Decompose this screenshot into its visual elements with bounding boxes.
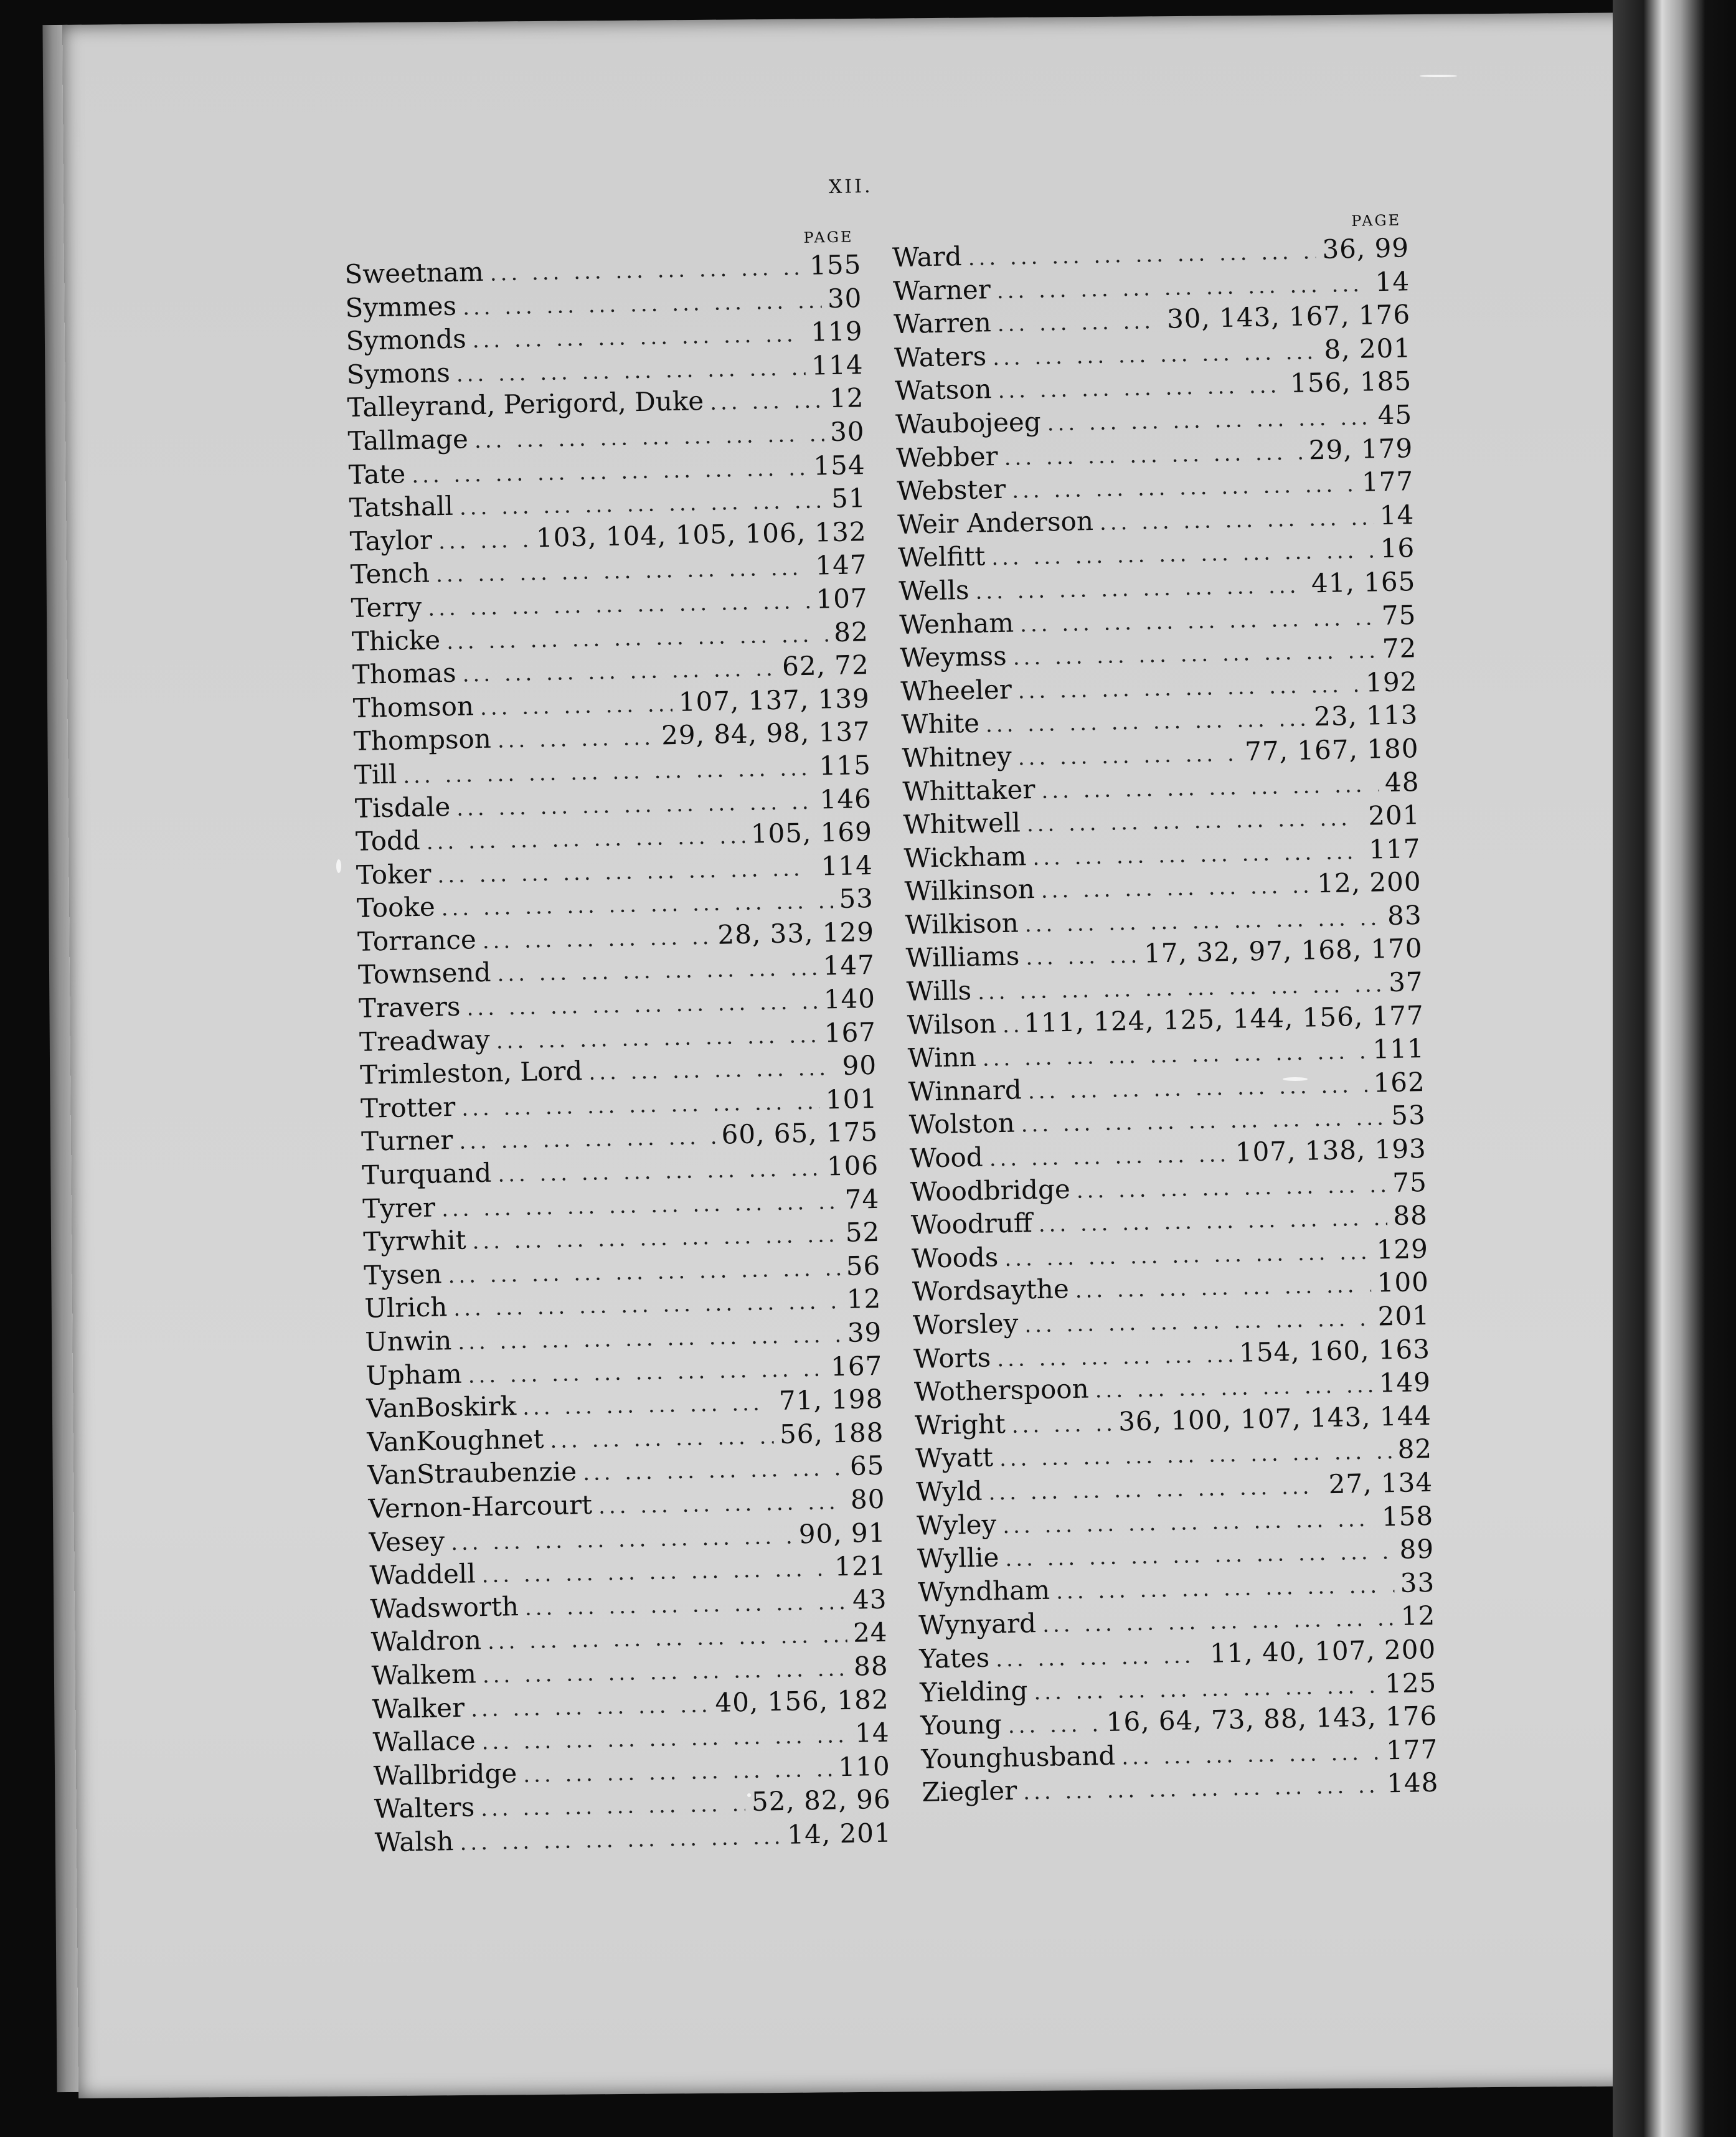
entry-name: Welfitt bbox=[897, 540, 986, 573]
entry-pages: 43 bbox=[852, 1583, 887, 1615]
entry-name: Watson bbox=[894, 374, 993, 407]
entry-name: Toker bbox=[356, 858, 432, 890]
entry-name: Sweetnam bbox=[344, 256, 484, 290]
entry-name: Todd bbox=[355, 824, 421, 857]
entry-name: Walkem bbox=[371, 1658, 477, 1691]
entry-name: Trimleston, Lord bbox=[359, 1055, 583, 1091]
entry-pages: 14 bbox=[1375, 265, 1410, 297]
entry-name: Tooke bbox=[356, 891, 436, 924]
entry-name: Thompson bbox=[353, 723, 492, 757]
entry-pages: 167 bbox=[824, 1016, 877, 1049]
entry-name: Unwin bbox=[364, 1325, 452, 1357]
dot-leader bbox=[1011, 1408, 1112, 1443]
dot-leader bbox=[522, 1387, 773, 1425]
entry-name: Tysen bbox=[363, 1258, 443, 1291]
entry-pages: 156, 185 bbox=[1290, 366, 1412, 399]
entry-pages: 74 bbox=[844, 1183, 880, 1215]
entry-pages: 75 bbox=[1392, 1166, 1428, 1198]
entry-pages: 29, 84, 98, 137 bbox=[661, 716, 871, 751]
dot-leader bbox=[497, 722, 655, 758]
entry-pages: 12, 200 bbox=[1316, 866, 1422, 899]
entry-name: Thomson bbox=[352, 690, 474, 724]
dot-leader bbox=[471, 1689, 709, 1727]
entry-name: Wills bbox=[906, 975, 972, 1007]
entry-pages: 27, 134 bbox=[1328, 1466, 1433, 1500]
entry-pages: 52, 82, 96 bbox=[751, 1783, 892, 1818]
entry-pages: 36, 99 bbox=[1321, 232, 1410, 265]
dot-leader bbox=[1007, 1708, 1100, 1743]
entry-pages: 121 bbox=[834, 1550, 887, 1582]
entry-name: Wilkison bbox=[905, 907, 1019, 940]
dot-leader bbox=[1002, 1009, 1018, 1042]
dot-leader bbox=[588, 1052, 836, 1090]
entry-name: Talleyrand, Perigord, Duke bbox=[347, 385, 704, 423]
entry-pages: 8, 201 bbox=[1324, 332, 1412, 365]
entry-name: Upham bbox=[365, 1358, 463, 1391]
entry-pages: 14 bbox=[1379, 499, 1415, 531]
entry-name: White bbox=[901, 707, 980, 740]
entry-pages: 129 bbox=[1376, 1233, 1429, 1265]
entry-pages: 154 bbox=[813, 449, 866, 481]
entry-name: Tatshall bbox=[349, 490, 454, 524]
entry-name: Symons bbox=[346, 357, 451, 390]
entry-pages: 90 bbox=[842, 1050, 877, 1082]
entry-name: VanKoughnet bbox=[367, 1423, 544, 1458]
entry-pages: 106 bbox=[826, 1149, 879, 1182]
entry-name: Warner bbox=[892, 273, 991, 306]
entry-pages: 30 bbox=[827, 282, 862, 314]
entry-name: Williams bbox=[905, 940, 1020, 974]
entry-name: Tisdale bbox=[354, 791, 451, 824]
dot-leader bbox=[710, 385, 824, 420]
entry-name: Trotter bbox=[360, 1091, 456, 1124]
dot-leader bbox=[497, 952, 817, 991]
entry-pages: 82 bbox=[1397, 1433, 1433, 1465]
entry-name: Wadsworth bbox=[370, 1590, 519, 1625]
entry-pages: 56 bbox=[846, 1250, 881, 1281]
entry-name: Symmes bbox=[345, 290, 457, 323]
entry-name: Wyatt bbox=[915, 1441, 994, 1474]
entry-pages: 105, 169 bbox=[750, 816, 873, 849]
entry-name: Wheeler bbox=[900, 674, 1012, 707]
entry-pages: 65 bbox=[849, 1450, 885, 1482]
entry-name: Whitwell bbox=[903, 807, 1021, 841]
entry-pages: 51 bbox=[831, 483, 867, 514]
entry-pages: 88 bbox=[853, 1650, 889, 1682]
entry-name: Thomas bbox=[352, 657, 457, 691]
entry-name: Wright bbox=[914, 1408, 1006, 1441]
entry-name: Yates bbox=[918, 1642, 990, 1674]
entry-pages: 37 bbox=[1388, 966, 1424, 998]
dot-leader bbox=[550, 1420, 774, 1458]
entry-pages: 111, 124, 125, 144, 156, 177 bbox=[1023, 999, 1425, 1038]
entry-name: VanStraubenzie bbox=[367, 1456, 577, 1491]
entry-name: Walker bbox=[372, 1692, 465, 1725]
dot-leader bbox=[438, 524, 531, 559]
entry-pages: 12 bbox=[829, 382, 864, 414]
dot-leader bbox=[489, 252, 804, 291]
dot-leader bbox=[1004, 436, 1303, 475]
entry-name: Wotherspoon bbox=[913, 1373, 1090, 1408]
entry-name: Taylor bbox=[349, 524, 433, 557]
entry-pages: 30, 143, 167, 176 bbox=[1166, 299, 1411, 334]
entry-name: Treadway bbox=[359, 1024, 491, 1057]
entry-pages: 125 bbox=[1384, 1667, 1437, 1699]
entry-pages: 107 bbox=[815, 582, 869, 615]
entry-name: Turquand bbox=[361, 1157, 492, 1191]
entry-name: Waubojeeg bbox=[895, 406, 1042, 440]
dot-leader bbox=[1023, 1770, 1381, 1810]
entry-pages: 114 bbox=[811, 349, 864, 381]
entry-name: Ward bbox=[892, 241, 963, 273]
entry-pages: 90, 91 bbox=[798, 1517, 886, 1549]
entry-name: Webster bbox=[896, 473, 1006, 507]
dot-leader bbox=[1121, 1736, 1380, 1775]
entry-name: Townsend bbox=[357, 957, 491, 991]
entry-name: Yielding bbox=[919, 1674, 1028, 1708]
index-column-right bbox=[892, 209, 1439, 1809]
entry-pages: 201 bbox=[1367, 800, 1420, 831]
dot-leader bbox=[1026, 940, 1138, 975]
entry-pages: 60, 65, 175 bbox=[721, 1116, 879, 1151]
dot-leader bbox=[993, 336, 1318, 375]
entry-pages: 147 bbox=[814, 549, 868, 581]
entry-pages: 107, 137, 139 bbox=[678, 682, 870, 717]
entry-pages: 149 bbox=[1379, 1367, 1432, 1399]
entry-pages: 53 bbox=[838, 883, 874, 915]
entry-pages: 201 bbox=[1377, 1300, 1430, 1332]
entry-pages: 114 bbox=[821, 849, 874, 882]
page-column-label: PAGE bbox=[1351, 211, 1402, 230]
dot-leader bbox=[996, 1639, 1204, 1677]
entry-name: Young bbox=[920, 1709, 1002, 1741]
entry-pages: 155 bbox=[809, 249, 862, 281]
entry-name: Weir Anderson bbox=[897, 505, 1094, 540]
entry-name: VanBoskirk bbox=[366, 1390, 517, 1424]
entry-name: Till bbox=[354, 758, 397, 790]
entry-name: Weymss bbox=[900, 640, 1007, 674]
entry-name: Tate bbox=[348, 458, 406, 490]
entry-name: Wenham bbox=[899, 607, 1014, 640]
entry-pages: 80 bbox=[850, 1483, 885, 1515]
entry-pages: 162 bbox=[1373, 1066, 1426, 1098]
entry-pages: 82 bbox=[833, 616, 869, 648]
entry-name: Winn bbox=[907, 1042, 977, 1074]
entry-pages: 119 bbox=[810, 316, 863, 347]
entry-pages: 39 bbox=[847, 1316, 882, 1348]
entry-pages: 89 bbox=[1399, 1533, 1435, 1565]
dot-leader bbox=[1032, 836, 1363, 875]
entry-name: Walsh bbox=[374, 1826, 454, 1858]
dot-leader bbox=[1040, 870, 1311, 908]
entry-pages: 71, 198 bbox=[778, 1383, 884, 1417]
entry-pages: 83 bbox=[1387, 899, 1423, 931]
dot-leader bbox=[524, 1586, 846, 1625]
index-column-left bbox=[344, 225, 892, 1859]
entry-pages: 62, 72 bbox=[781, 649, 870, 682]
entry-name: Woodruff bbox=[910, 1207, 1033, 1241]
dot-leader bbox=[1076, 1169, 1387, 1208]
dot-leader bbox=[1075, 1269, 1371, 1308]
dot-leader bbox=[997, 1339, 1234, 1377]
scan-speck bbox=[747, 1793, 751, 1797]
entry-name: Wilkinson bbox=[904, 874, 1035, 907]
entry-name: Webber bbox=[895, 440, 999, 473]
entry-name: Whitney bbox=[902, 740, 1012, 773]
dot-leader bbox=[1017, 738, 1239, 775]
entry-pages: 115 bbox=[819, 749, 872, 781]
entry-pages: 77, 167, 180 bbox=[1244, 732, 1419, 767]
entry-name: Wallbridge bbox=[373, 1757, 517, 1791]
entry-name: Ulrich bbox=[364, 1291, 448, 1324]
entry-pages: 167 bbox=[830, 1350, 883, 1382]
entry-pages: 30 bbox=[829, 416, 865, 448]
entry-pages: 154, 160, 163 bbox=[1238, 1333, 1431, 1368]
dot-leader bbox=[459, 1121, 715, 1159]
entry-pages: 16 bbox=[1380, 532, 1415, 564]
dot-leader bbox=[481, 1788, 746, 1826]
entry-name: Terry bbox=[351, 591, 422, 623]
index-page bbox=[280, 139, 1473, 1967]
dot-leader bbox=[498, 1153, 821, 1192]
dot-leader bbox=[997, 305, 1161, 342]
entry-pages: 100 bbox=[1377, 1267, 1430, 1298]
entry-pages: 11, 40, 107, 200 bbox=[1209, 1633, 1436, 1669]
entry-pages: 111 bbox=[1372, 1033, 1425, 1065]
entry-pages: 29, 179 bbox=[1308, 432, 1413, 465]
entry-pages: 75 bbox=[1381, 599, 1417, 631]
entry-name: Younghusband bbox=[920, 1740, 1116, 1775]
entry-pages: 14, 201 bbox=[786, 1817, 892, 1850]
entry-name: Symonds bbox=[346, 323, 467, 357]
entry-name: Worsley bbox=[912, 1308, 1019, 1341]
entry-name: Ziegler bbox=[921, 1775, 1017, 1808]
entry-pages: 12 bbox=[846, 1283, 882, 1315]
entry-name: Whittaker bbox=[902, 773, 1035, 807]
entry-pages: 45 bbox=[1377, 399, 1413, 431]
entry-pages: 177 bbox=[1385, 1734, 1438, 1766]
running-head: XII. bbox=[828, 175, 873, 199]
entry-pages: 52 bbox=[845, 1217, 880, 1248]
dot-leader bbox=[460, 1821, 781, 1860]
dot-leader bbox=[998, 369, 1285, 408]
entry-name: Waddell bbox=[369, 1558, 476, 1591]
scan-speck bbox=[336, 859, 341, 873]
entry-name: Wyllie bbox=[917, 1542, 999, 1574]
entry-name: Tyrwhit bbox=[362, 1224, 466, 1257]
entry-name: Tallmage bbox=[347, 423, 469, 456]
entry-name: Wilson bbox=[907, 1007, 997, 1040]
dot-leader bbox=[482, 921, 712, 959]
entry-pages: 72 bbox=[1382, 633, 1417, 664]
entry-pages: 101 bbox=[825, 1083, 878, 1115]
entry-pages: 103, 104, 105, 106, 132 bbox=[535, 516, 867, 553]
entry-pages: 56, 188 bbox=[779, 1417, 884, 1450]
entry-pages: 148 bbox=[1386, 1767, 1439, 1799]
entry-pages: 36, 100, 107, 143, 144 bbox=[1118, 1400, 1432, 1437]
entry-name: Woodbridge bbox=[910, 1173, 1071, 1207]
page-column-label: PAGE bbox=[803, 228, 854, 247]
entry-name: Winnard bbox=[908, 1074, 1022, 1107]
entry-pages: 140 bbox=[823, 983, 876, 1015]
entry-name: Wyley bbox=[916, 1508, 997, 1541]
entry-name: Vesey bbox=[369, 1525, 445, 1558]
entry-name: Wordsaythe bbox=[912, 1273, 1070, 1308]
entry-pages: 40, 156, 182 bbox=[714, 1684, 890, 1718]
entry-pages: 23, 113 bbox=[1313, 699, 1418, 732]
entry-pages: 53 bbox=[1390, 1100, 1427, 1131]
entry-name: Wells bbox=[898, 574, 969, 606]
entry-name: Vernon-Harcourt bbox=[368, 1489, 593, 1524]
entry-pages: 28, 33, 129 bbox=[717, 916, 875, 950]
entry-name: Waters bbox=[894, 341, 987, 373]
dot-leader bbox=[989, 1138, 1229, 1176]
page-gutter-shadow bbox=[1613, 0, 1736, 2137]
scan-speck bbox=[1283, 1077, 1308, 1081]
entry-pages: 16, 64, 73, 88, 143, 176 bbox=[1106, 1700, 1438, 1738]
entry-pages: 146 bbox=[819, 783, 872, 815]
entry-name: Wyld bbox=[915, 1475, 983, 1507]
entry-name: Tench bbox=[350, 557, 430, 590]
entry-pages: 192 bbox=[1365, 666, 1418, 698]
entry-name: Wallace bbox=[372, 1725, 476, 1758]
entry-name: Tyrer bbox=[362, 1192, 436, 1224]
entry-pages: 14 bbox=[854, 1717, 890, 1748]
entry-pages: 158 bbox=[1381, 1500, 1434, 1532]
entry-pages: 48 bbox=[1384, 766, 1420, 798]
entry-name: Waldron bbox=[370, 1625, 482, 1658]
entry-pages: 107, 138, 193 bbox=[1235, 1133, 1427, 1168]
entry-name: Wood bbox=[909, 1141, 984, 1174]
entry-name: Worts bbox=[913, 1342, 991, 1374]
entry-pages: 147 bbox=[823, 950, 875, 981]
entry-pages: 110 bbox=[838, 1750, 891, 1782]
scan-speck bbox=[1420, 75, 1457, 77]
entry-name: Turner bbox=[361, 1125, 453, 1158]
dot-leader bbox=[1017, 669, 1359, 709]
entry-name: Torrance bbox=[357, 924, 477, 957]
dot-leader bbox=[583, 1452, 844, 1491]
entry-name: Wynyard bbox=[918, 1608, 1037, 1641]
entry-name: Thicke bbox=[351, 624, 441, 657]
entry-name: Wolston bbox=[908, 1108, 1016, 1141]
entry-pages: 17, 32, 97, 168, 170 bbox=[1143, 933, 1423, 969]
entry-name: Warren bbox=[893, 307, 992, 340]
entry-name: Travers bbox=[358, 991, 461, 1024]
dot-leader bbox=[479, 688, 672, 725]
entry-name: Walters bbox=[374, 1791, 475, 1824]
entry-pages: 24 bbox=[852, 1617, 888, 1649]
dot-leader bbox=[426, 820, 745, 859]
dot-leader bbox=[496, 1019, 818, 1059]
entry-name: Wickham bbox=[903, 840, 1027, 874]
entry-pages: 88 bbox=[1392, 1200, 1428, 1232]
entry-name: Woods bbox=[911, 1242, 999, 1274]
entry-pages: 177 bbox=[1361, 466, 1414, 498]
dot-leader bbox=[1099, 501, 1374, 540]
entry-pages: 41, 165 bbox=[1311, 566, 1416, 599]
entry-pages: 33 bbox=[1400, 1567, 1435, 1598]
entry-pages: 12 bbox=[1400, 1600, 1436, 1632]
entry-pages: 117 bbox=[1368, 833, 1421, 865]
entry-name: Wyndham bbox=[917, 1574, 1050, 1608]
